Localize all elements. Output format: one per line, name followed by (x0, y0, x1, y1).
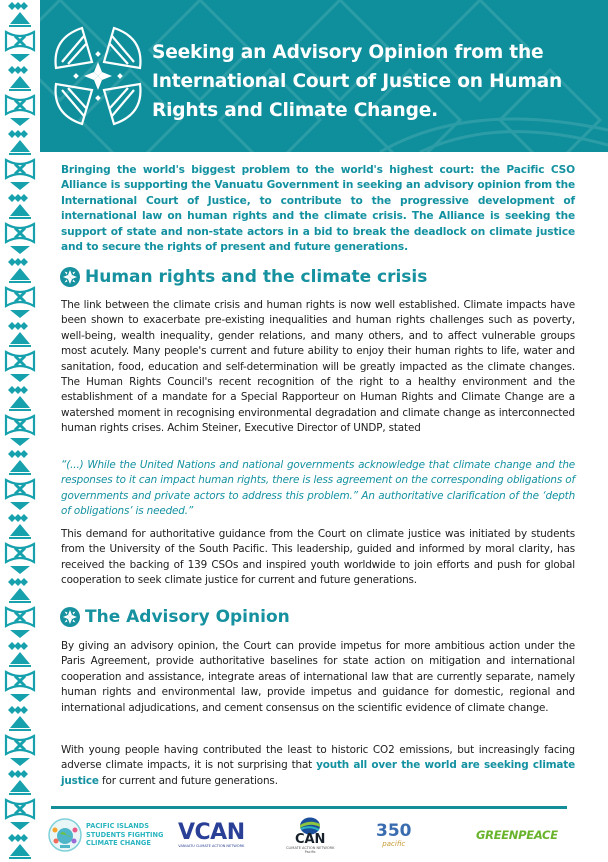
partner-logos (48, 812, 588, 858)
350-wordmark: 350 (376, 820, 412, 841)
paragraph-text: With young people having contributed the least to historic CO2 emissions, but increasingly facing adverse climate impacts, it is not surprising that (61, 744, 575, 772)
decorative-tapa-strip (0, 0, 40, 862)
pisfcc-line2: STUDENTS FIGHTING (86, 830, 164, 839)
greenpeace-wordmark: GREENPEACE (476, 828, 558, 842)
tapa-pattern-icon (0, 0, 40, 862)
header-banner (0, 0, 608, 152)
footer-divider (51, 806, 567, 809)
can-wordmark: CAN (294, 831, 326, 847)
paragraph-climate-human-rights-link: The link between the climate crisis and human rights is now well established. Climate impacts have been shown to exacerbate pre-existing inequalities and human rights challenges such as poverty, well-being, wealth inequality, gender relations, and many others, and to affect vulnerable groups most acutely. Many people's current and future ability to enjoy their human rights to life, water and sanitation, food, education and self-determination will be greatly impacted as the climate changes. The Human Rights Council's recent recognition of the right to a healthy environment and the establishment of a mandate for a Special Rapporteur on Human Rights and Climate Change are a watershed moment in recognising environmental degradation and climate change as interconnected human rights crises. Achim Steiner, Executive Director of UNDP, stated (61, 299, 575, 435)
can-subtitle: CLIMATE ACTION NETWORK (286, 845, 335, 850)
vcan-subtitle: VANUATU CLIMATE ACTION NETWORK (178, 844, 245, 848)
logo-pisfcc (48, 812, 163, 858)
pisfcc-globe-icon (48, 818, 82, 852)
paragraph-usp-students: This demand for authoritative guidance from the Court on climate justice was initiated by students from the University of the South Pacific. This leadership, guided and informed by moral clarity, has received the backing of 139 CSOs and inspired youth worldwide to join efforts and push for global cooperation to seek climate justice for current and future generations. (61, 528, 575, 587)
350-subtitle: pacific (382, 839, 406, 848)
vcan-wordmark: VCAN (178, 820, 245, 845)
tapa-star-bullet-icon (60, 267, 80, 287)
pisfcc-line1: PACIFIC ISLANDS (86, 822, 149, 831)
highlighted-text: youth all over the world are seeking climate justice (61, 759, 575, 787)
section-heading-advisory-opinion (60, 607, 290, 627)
paragraph-advisory-benefits: By giving an advisory opinion, the Court can provide impetus for more ambitious action under the Paris Agreement, provide authoritative baselines for state action on mitigation and international cooperation and assistance, integrate areas of international law that are currently separate, namely human rights and environmental law, provide impetus and guidance for domestic, regional and international adjudications, and cement consensus on the scientific evidence of climate change. (61, 640, 575, 714)
logo-greenpeace (476, 812, 558, 858)
pisfcc-line3: CLIMATE CHANGE (86, 839, 151, 848)
paragraph-youth-climate-justice (61, 743, 575, 789)
section-heading-text: Human rights and the climate crisis (85, 267, 428, 287)
section-heading-human-rights (60, 267, 427, 287)
logo-can-pacific (286, 812, 334, 858)
tapa-star-bullet-icon (60, 607, 80, 627)
paragraph-text: for current and future generations. (98, 774, 278, 787)
page-title: Seeking an Advisory Opinion from the International Court of Justice on Human Rights and Climate Change. (152, 42, 563, 121)
can-region: Pacific (304, 849, 316, 854)
pacific-cso-alliance-emblem-icon (48, 22, 148, 130)
quote-achim-steiner: “(...) While the United Nations and national governments acknowledge that climate change and the responses to it can impact human rights, there is less agreement on the corresponding obligations of governments and private actors to address this problem.” An authoritative clarification of the ‘depth of obligations’ is needed.” (61, 459, 575, 518)
section-heading-text: The Advisory Opinion (85, 607, 290, 627)
intro-summary: Bringing the world's biggest problem to the world's highest court: the Pacific CSO Alliance is supporting the Vanuatu Government in seeking an advisory opinion from the International Court of Justice, to contribute to the progressive development of international law on human rights and the climate crisis. The Alliance is seeking the support of state and non-state actors in a bid to break the deadlock on climate justice and to secure the rights of present and future generations. (61, 164, 575, 254)
logo-vcan (178, 812, 245, 858)
logo-350-pacific (376, 812, 412, 858)
